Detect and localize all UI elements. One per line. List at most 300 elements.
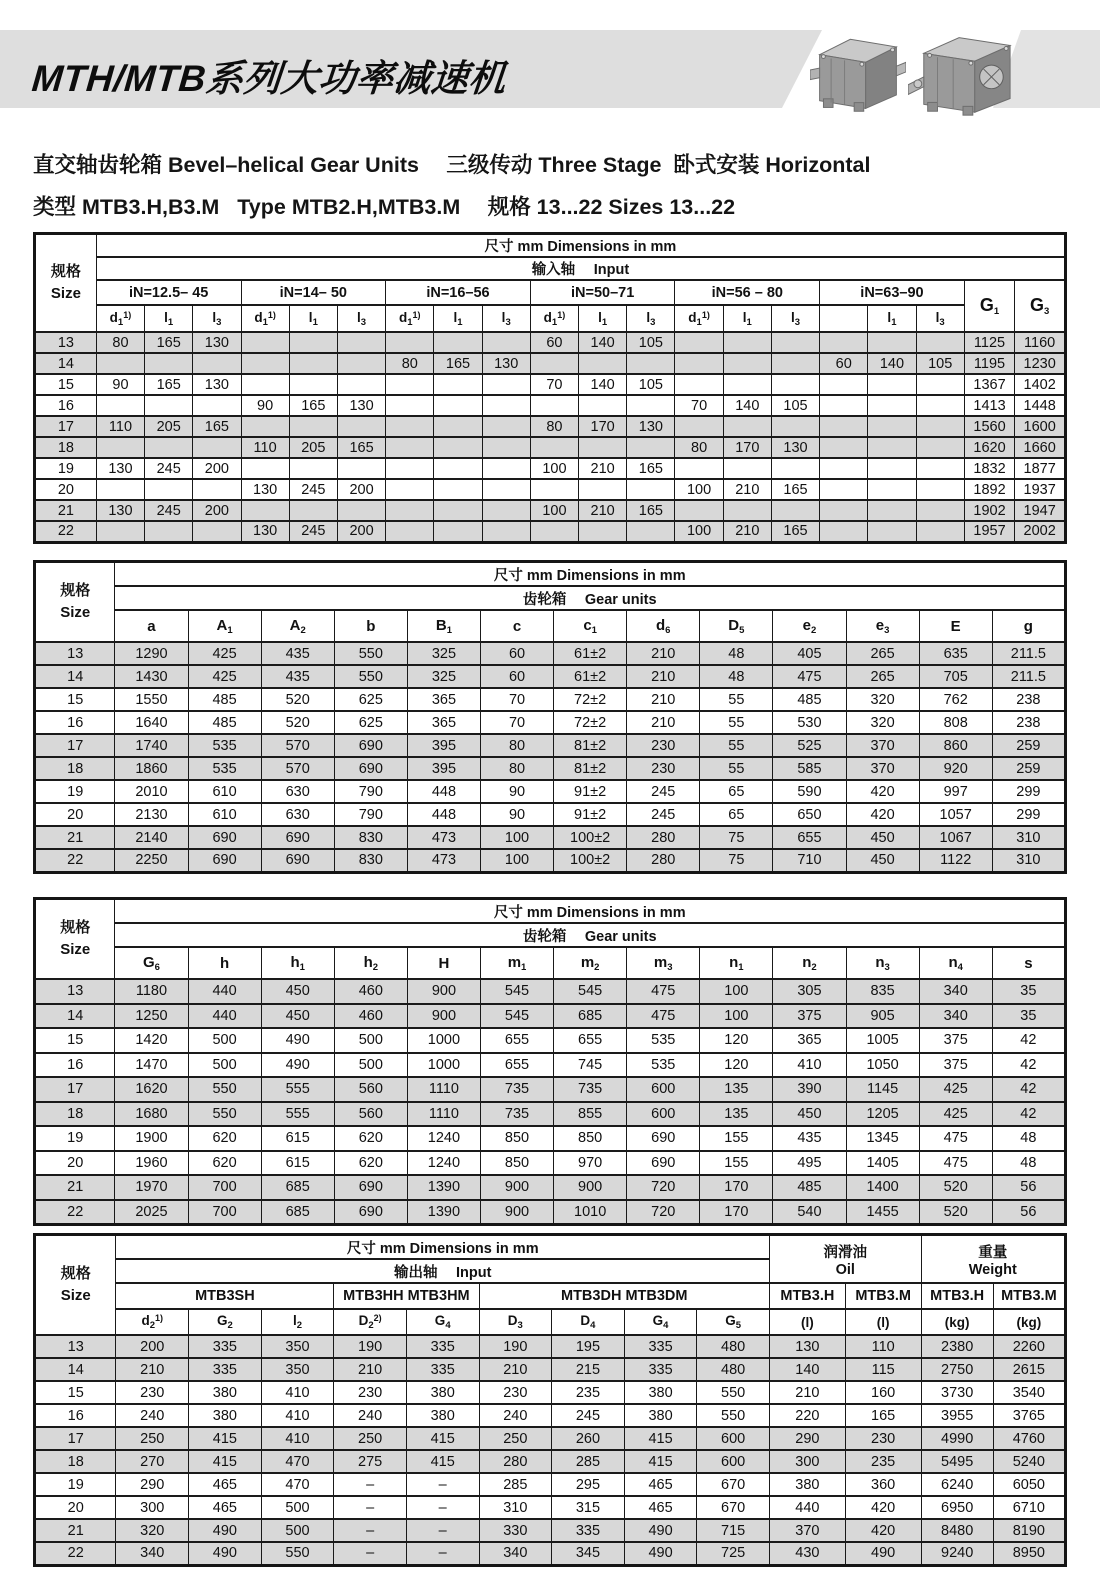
value-cell: 3540 xyxy=(993,1381,1065,1404)
value-cell xyxy=(675,500,723,521)
value-cell: 415 xyxy=(189,1427,262,1450)
value-cell: 1640 xyxy=(115,711,188,734)
header-cell: $m_2$ xyxy=(554,947,627,979)
value-cell: 6950 xyxy=(921,1496,993,1519)
value-cell: – xyxy=(406,1473,479,1496)
value-cell: 140 xyxy=(579,332,627,353)
value-cell: 4990 xyxy=(921,1427,993,1450)
value-cell: 410 xyxy=(773,1053,846,1078)
value-cell: 535 xyxy=(188,734,261,757)
value-cell: 1290 xyxy=(115,642,188,665)
value-cell xyxy=(627,395,675,416)
header-cell: $l_1$ xyxy=(145,305,193,332)
value-cell xyxy=(434,500,482,521)
value-cell: 200 xyxy=(337,521,385,542)
value-cell: 1110 xyxy=(407,1077,480,1102)
value-cell: 80 xyxy=(530,416,578,437)
table-row xyxy=(35,1053,1066,1078)
header-cell: $G_6$ xyxy=(115,947,188,979)
value-cell: 9240 xyxy=(921,1542,993,1565)
value-cell: 55 xyxy=(700,757,773,780)
value-cell xyxy=(96,395,144,416)
value-cell: 685 xyxy=(554,1004,627,1029)
header-cell: 润滑油 Oil xyxy=(769,1235,921,1284)
row-size: 20 xyxy=(35,479,97,500)
header-cell: $l_1$ xyxy=(723,305,771,332)
row-size: 19 xyxy=(35,1126,115,1151)
table-row xyxy=(35,711,1066,734)
value-cell: 1010 xyxy=(554,1200,627,1225)
value-cell: 500 xyxy=(261,1496,334,1519)
value-cell: 435 xyxy=(261,665,334,688)
value-cell: 1680 xyxy=(115,1102,188,1127)
value-cell: 3955 xyxy=(921,1404,993,1427)
value-cell: 415 xyxy=(189,1450,262,1473)
value-cell: 2025 xyxy=(115,1200,188,1225)
row-size: 20 xyxy=(35,1496,116,1519)
value-cell: 100±2 xyxy=(554,849,627,872)
value-cell xyxy=(337,374,385,395)
row-size: 18 xyxy=(35,1450,116,1473)
value-cell xyxy=(675,353,723,374)
header-cell: $l_1$ xyxy=(579,305,627,332)
value-cell xyxy=(145,521,193,542)
value-cell: 475 xyxy=(627,1004,700,1029)
value-cell: 900 xyxy=(407,979,480,1004)
value-cell: 1160 xyxy=(1015,332,1066,353)
header-cell: $G_3$ xyxy=(1015,280,1066,332)
input-shaft-dimensions-table xyxy=(33,232,1067,544)
value-cell xyxy=(530,395,578,416)
value-cell: 1000 xyxy=(407,1028,480,1053)
value-cell: 299 xyxy=(992,803,1065,826)
value-cell: 465 xyxy=(624,1473,697,1496)
row-size: 14 xyxy=(35,1004,115,1029)
value-cell: 1390 xyxy=(407,1200,480,1225)
value-cell: 35 xyxy=(992,979,1065,1004)
header-cell: $e_3$ xyxy=(846,610,919,642)
header-cell: E xyxy=(919,610,992,642)
value-cell xyxy=(579,437,627,458)
value-cell: 335 xyxy=(624,1358,697,1381)
value-cell xyxy=(482,521,530,542)
value-cell xyxy=(241,332,289,353)
value-cell: 485 xyxy=(188,711,261,734)
header-cell: MTB3.M xyxy=(993,1283,1065,1309)
value-cell: 790 xyxy=(334,803,407,826)
value-cell: 808 xyxy=(919,711,992,734)
value-cell xyxy=(337,332,385,353)
value-cell: 1937 xyxy=(1015,479,1066,500)
value-cell: 395 xyxy=(407,734,480,757)
value-cell: 380 xyxy=(624,1404,697,1427)
value-cell: 340 xyxy=(919,979,992,1004)
value-cell: 238 xyxy=(992,688,1065,711)
table-row xyxy=(35,479,1066,500)
value-cell: 685 xyxy=(261,1175,334,1200)
value-cell: 1892 xyxy=(964,479,1014,500)
value-cell: 110 xyxy=(241,437,289,458)
header-cell: iN=50–71 xyxy=(530,280,675,305)
value-cell: 335 xyxy=(406,1335,479,1358)
value-cell xyxy=(434,416,482,437)
value-cell: 90 xyxy=(480,780,553,803)
value-cell: 140 xyxy=(868,353,916,374)
value-cell: 670 xyxy=(697,1496,770,1519)
value-cell xyxy=(916,458,964,479)
value-cell xyxy=(434,437,482,458)
value-cell xyxy=(771,416,819,437)
value-cell: 4760 xyxy=(993,1427,1065,1450)
row-size: 17 xyxy=(35,1427,116,1450)
value-cell: 240 xyxy=(479,1404,552,1427)
size-column-header: 规格 Size xyxy=(35,562,115,643)
header-cell: $n_2$ xyxy=(773,947,846,979)
table-row xyxy=(35,1381,1066,1404)
value-cell xyxy=(820,416,868,437)
value-cell: 550 xyxy=(188,1102,261,1127)
value-cell: 6710 xyxy=(993,1496,1065,1519)
value-cell: 330 xyxy=(479,1519,552,1542)
value-cell xyxy=(482,458,530,479)
value-cell: 165 xyxy=(145,332,193,353)
value-cell xyxy=(820,374,868,395)
value-cell: 365 xyxy=(407,688,480,711)
value-cell: 200 xyxy=(337,479,385,500)
value-cell xyxy=(145,353,193,374)
value-cell: 210 xyxy=(627,688,700,711)
value-cell xyxy=(868,374,916,395)
value-cell xyxy=(771,458,819,479)
value-cell: 500 xyxy=(188,1053,261,1078)
table-row xyxy=(35,395,1066,416)
value-cell: 480 xyxy=(697,1335,770,1358)
value-cell: 380 xyxy=(769,1473,845,1496)
value-cell xyxy=(96,353,144,374)
value-cell xyxy=(386,521,434,542)
row-size: 20 xyxy=(35,803,115,826)
value-cell xyxy=(434,395,482,416)
output-shaft-oil-weight-table xyxy=(33,1233,1067,1567)
header-cell: $m_3$ xyxy=(627,947,700,979)
header-cell: $l_1$ xyxy=(289,305,337,332)
value-cell: 42 xyxy=(992,1053,1065,1078)
header-cell: (l) xyxy=(845,1309,921,1335)
value-cell: 425 xyxy=(188,665,261,688)
value-cell: 615 xyxy=(261,1126,334,1151)
header-cell: $n_3$ xyxy=(846,947,919,979)
value-cell: 745 xyxy=(554,1053,627,1078)
header-cell: $l_2$ xyxy=(261,1309,334,1335)
value-cell: 100 xyxy=(675,521,723,542)
value-cell: 500 xyxy=(188,1028,261,1053)
value-cell: 380 xyxy=(406,1381,479,1404)
value-cell xyxy=(916,521,964,542)
value-cell: 61±2 xyxy=(554,665,627,688)
row-size: 13 xyxy=(35,979,115,1004)
value-cell xyxy=(820,521,868,542)
value-cell: 290 xyxy=(769,1427,845,1450)
value-cell: 1195 xyxy=(964,353,1014,374)
table-row xyxy=(35,688,1066,711)
value-cell xyxy=(530,521,578,542)
value-cell: 100 xyxy=(700,1004,773,1029)
value-cell: 1240 xyxy=(407,1151,480,1176)
value-cell: 75 xyxy=(700,826,773,849)
value-cell: 130 xyxy=(193,374,241,395)
value-cell: 535 xyxy=(188,757,261,780)
header-cell: 重量 Weight xyxy=(921,1235,1065,1284)
table-row xyxy=(35,1175,1066,1200)
value-cell: 275 xyxy=(334,1450,407,1473)
value-cell: 655 xyxy=(773,826,846,849)
value-cell: 790 xyxy=(334,780,407,803)
value-cell: 535 xyxy=(627,1053,700,1078)
row-size: 13 xyxy=(35,1335,116,1358)
value-cell: 620 xyxy=(188,1151,261,1176)
value-cell xyxy=(386,395,434,416)
header-cell: $G_4$ xyxy=(406,1309,479,1335)
value-cell xyxy=(579,395,627,416)
row-size: 15 xyxy=(35,688,115,711)
header-cell: $n_1$ xyxy=(700,947,773,979)
value-cell: 210 xyxy=(627,642,700,665)
value-cell: 475 xyxy=(919,1151,992,1176)
value-cell: 325 xyxy=(407,642,480,665)
value-cell: 305 xyxy=(773,979,846,1004)
value-cell xyxy=(193,479,241,500)
value-cell: – xyxy=(334,1519,407,1542)
value-cell: 80 xyxy=(96,332,144,353)
value-cell: 490 xyxy=(624,1519,697,1542)
value-cell: 490 xyxy=(261,1053,334,1078)
value-cell: 630 xyxy=(261,803,334,826)
header-cell: $l_1$ xyxy=(434,305,482,332)
value-cell: 1405 xyxy=(846,1151,919,1176)
size-column-header: 规格 Size xyxy=(35,1235,116,1336)
header-cell: iN=16–56 xyxy=(386,280,531,305)
value-cell: 345 xyxy=(552,1542,625,1565)
row-size: 15 xyxy=(35,1028,115,1053)
subtitle-model-sizes: 类型 MTB3.H,B3.M Type MTB2.H,MTB3.M 规格 13...22 Sizes 13...22 xyxy=(33,195,736,219)
value-cell: 165 xyxy=(145,374,193,395)
value-cell: 860 xyxy=(919,734,992,757)
value-cell: 130 xyxy=(627,416,675,437)
value-cell: 590 xyxy=(773,780,846,803)
value-cell: 1900 xyxy=(115,1126,188,1151)
table-row xyxy=(35,332,1066,353)
value-cell: 550 xyxy=(261,1542,334,1565)
value-cell: 80 xyxy=(386,353,434,374)
header-cell: b xyxy=(334,610,407,642)
value-cell: 855 xyxy=(554,1102,627,1127)
value-cell: 170 xyxy=(700,1200,773,1225)
value-cell: 380 xyxy=(406,1404,479,1427)
value-cell: 340 xyxy=(116,1542,189,1565)
header-cell: 尺寸 mm Dimensions in mm xyxy=(116,1235,769,1260)
value-cell: 2615 xyxy=(993,1358,1065,1381)
header-cell: $G_1$ xyxy=(964,280,1014,332)
value-cell: 230 xyxy=(627,757,700,780)
value-cell: 300 xyxy=(116,1496,189,1519)
value-cell: 165 xyxy=(627,500,675,521)
row-size: 21 xyxy=(35,500,97,521)
value-cell: 48 xyxy=(992,1151,1065,1176)
value-cell: 420 xyxy=(845,1496,921,1519)
value-cell: 370 xyxy=(769,1519,845,1542)
value-cell: 135 xyxy=(700,1077,773,1102)
value-cell xyxy=(771,353,819,374)
value-cell: 850 xyxy=(480,1126,553,1151)
value-cell: 210 xyxy=(116,1358,189,1381)
header-cell: $d_6$ xyxy=(627,610,700,642)
value-cell: 830 xyxy=(334,849,407,872)
value-cell: 70 xyxy=(480,711,553,734)
value-cell: 600 xyxy=(627,1077,700,1102)
value-cell: 100 xyxy=(700,979,773,1004)
value-cell: 690 xyxy=(188,826,261,849)
value-cell: 170 xyxy=(579,416,627,437)
table-row xyxy=(35,1126,1066,1151)
value-cell: 655 xyxy=(480,1053,553,1078)
value-cell: 1832 xyxy=(964,458,1014,479)
value-cell: 190 xyxy=(334,1335,407,1358)
value-cell xyxy=(675,332,723,353)
header-cell: MTB3.H xyxy=(921,1283,993,1309)
header-cell: $B_1$ xyxy=(407,610,480,642)
value-cell: 1125 xyxy=(964,332,1014,353)
value-cell: 210 xyxy=(579,458,627,479)
value-cell: 300 xyxy=(769,1450,845,1473)
value-cell: 240 xyxy=(116,1404,189,1427)
value-cell: 60 xyxy=(480,665,553,688)
value-cell: 705 xyxy=(919,665,992,688)
table-row xyxy=(35,1200,1066,1225)
value-cell: 1345 xyxy=(846,1126,919,1151)
header-cell: $G_2$ xyxy=(189,1309,262,1335)
header-cell: $m_1$ xyxy=(480,947,553,979)
value-cell xyxy=(241,416,289,437)
table-row xyxy=(35,734,1066,757)
header-cell: $l_3$ xyxy=(916,305,964,332)
value-cell: 115 xyxy=(845,1358,921,1381)
value-cell: 545 xyxy=(480,979,553,1004)
value-cell: 110 xyxy=(96,416,144,437)
value-cell xyxy=(434,479,482,500)
value-cell: 410 xyxy=(261,1381,334,1404)
value-cell: 140 xyxy=(723,395,771,416)
row-size: 16 xyxy=(35,711,115,734)
value-cell: 8190 xyxy=(993,1519,1065,1542)
value-cell xyxy=(820,332,868,353)
value-cell xyxy=(289,374,337,395)
value-cell: 520 xyxy=(261,688,334,711)
header-cell: MTB3DH MTB3DM xyxy=(479,1283,769,1309)
value-cell: 265 xyxy=(846,642,919,665)
value-cell: 165 xyxy=(434,353,482,374)
value-cell: 91±2 xyxy=(554,780,627,803)
value-cell: 485 xyxy=(773,688,846,711)
value-cell: 81±2 xyxy=(554,757,627,780)
value-cell xyxy=(530,479,578,500)
table-row xyxy=(35,374,1066,395)
value-cell: 91±2 xyxy=(554,803,627,826)
value-cell: 280 xyxy=(479,1450,552,1473)
value-cell xyxy=(868,500,916,521)
header-cell: $D_4$ xyxy=(552,1309,625,1335)
value-cell xyxy=(868,332,916,353)
value-cell: 35 xyxy=(992,1004,1065,1029)
value-cell: 420 xyxy=(846,803,919,826)
value-cell: 70 xyxy=(480,688,553,711)
value-cell xyxy=(820,437,868,458)
value-cell: 120 xyxy=(700,1028,773,1053)
value-cell: 1005 xyxy=(846,1028,919,1053)
value-cell: 1860 xyxy=(115,757,188,780)
size-column-header: 规格 Size xyxy=(35,234,97,333)
value-cell: 475 xyxy=(773,665,846,688)
value-cell: 130 xyxy=(241,521,289,542)
value-cell: 1367 xyxy=(964,374,1014,395)
value-cell xyxy=(723,500,771,521)
value-cell: 210 xyxy=(627,711,700,734)
value-cell: 90 xyxy=(241,395,289,416)
value-cell: 490 xyxy=(189,1519,262,1542)
value-cell: 55 xyxy=(700,711,773,734)
value-cell: 440 xyxy=(188,979,261,1004)
value-cell: 1240 xyxy=(407,1126,480,1151)
table-row xyxy=(35,1151,1066,1176)
table-row xyxy=(35,780,1066,803)
value-cell: 2130 xyxy=(115,803,188,826)
value-cell: 2260 xyxy=(993,1335,1065,1358)
value-cell: 1400 xyxy=(846,1175,919,1200)
value-cell xyxy=(193,521,241,542)
value-cell: 315 xyxy=(552,1496,625,1519)
header-cell: iN=63–90 xyxy=(820,280,965,305)
value-cell: 735 xyxy=(554,1077,627,1102)
value-cell: 160 xyxy=(845,1381,921,1404)
value-cell: 230 xyxy=(627,734,700,757)
value-cell: 60 xyxy=(480,642,553,665)
table-row xyxy=(35,1028,1066,1053)
value-cell: 620 xyxy=(334,1151,407,1176)
table-row xyxy=(35,665,1066,688)
value-cell: 2010 xyxy=(115,780,188,803)
value-cell: 170 xyxy=(700,1175,773,1200)
value-cell: 155 xyxy=(700,1126,773,1151)
value-cell xyxy=(675,416,723,437)
value-cell: 1620 xyxy=(115,1077,188,1102)
value-cell: 320 xyxy=(116,1519,189,1542)
value-cell: 310 xyxy=(992,849,1065,872)
value-cell: 220 xyxy=(769,1404,845,1427)
value-cell: 690 xyxy=(188,849,261,872)
value-cell xyxy=(96,437,144,458)
value-cell: 470 xyxy=(261,1450,334,1473)
value-cell: 473 xyxy=(407,849,480,872)
value-cell: 550 xyxy=(188,1077,261,1102)
value-cell: 620 xyxy=(188,1126,261,1151)
value-cell xyxy=(771,374,819,395)
value-cell: 105 xyxy=(916,353,964,374)
value-cell: 280 xyxy=(627,826,700,849)
value-cell: 310 xyxy=(992,826,1065,849)
value-cell: 105 xyxy=(627,332,675,353)
table-row xyxy=(35,437,1066,458)
header-cell: $e_2$ xyxy=(773,610,846,642)
table-row xyxy=(35,1102,1066,1127)
